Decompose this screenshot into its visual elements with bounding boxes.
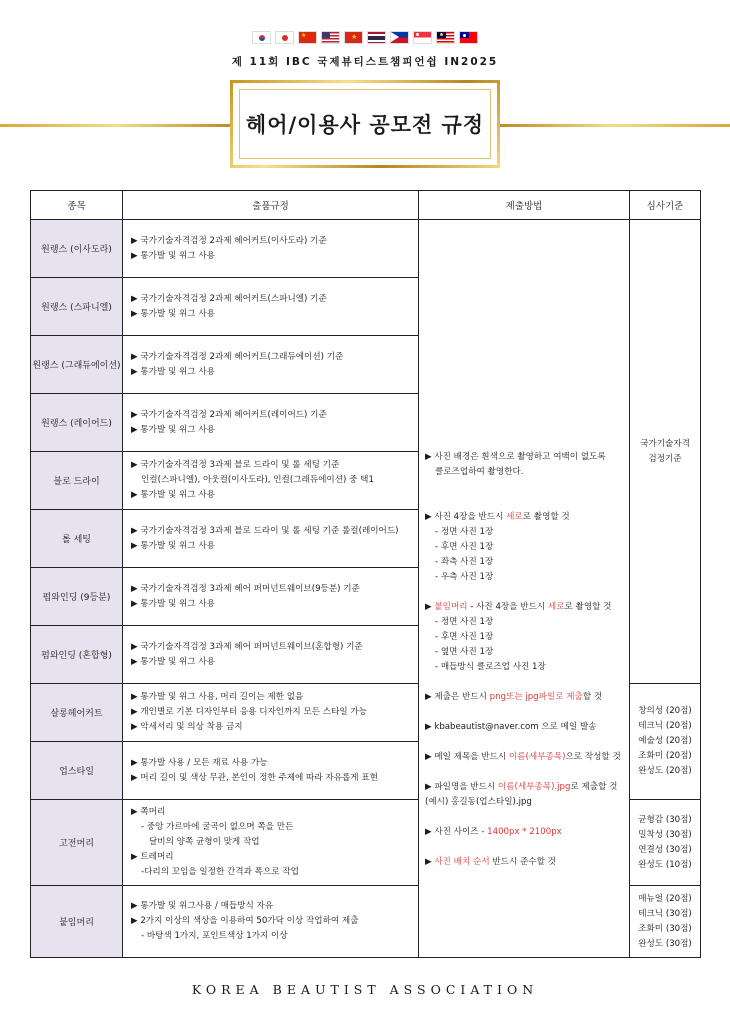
category-cell: 업스타일 xyxy=(31,742,123,800)
association-footer: KOREA BEAUTIST ASSOCIATION xyxy=(191,982,539,997)
usa-flag xyxy=(321,31,340,44)
korea-flag xyxy=(252,31,271,44)
table-header-row xyxy=(31,191,701,220)
category-cell: 블로 드라이 xyxy=(31,452,123,510)
header-category: 종목 xyxy=(31,191,123,220)
gold-line-right xyxy=(495,124,730,127)
title-frame xyxy=(230,80,500,168)
category-cell: 붙임머리 xyxy=(31,886,123,958)
judging-cell-classic: 균형감 (30점) 밀착성 (30점) 연결성 (30점) 완성도 (10점) xyxy=(630,800,701,886)
gold-line-left xyxy=(0,124,235,127)
malaysia-flag xyxy=(436,31,455,44)
flag-row xyxy=(0,31,730,44)
rules-cell: ▶ 국가기술자격검정 3과제 헤어 퍼머넌트웨이브(혼합형) 기준 ▶ 통가발 및 위그 사용 xyxy=(123,626,419,684)
rules-cell: ▶ 국가기술자격검정 2과제 헤어커트(레이어드) 기준 ▶ 통가발 및 위그 사용 xyxy=(123,394,419,452)
table-row xyxy=(31,220,701,278)
rules-cell: ▶ 국가기술자격검정 3과제 블로 드라이 및 롤 세팅 기준 롤컬(레이어드) ▶ 통가발 및 위그 사용 xyxy=(123,510,419,568)
rules-cell: ▶ 국가기술자격검정 2과제 헤어커트(스파니엘) 기준 ▶ 통가발 및 위그 사용 xyxy=(123,278,419,336)
method-cell: ▶ 사진 배경은 흰색으로 촬영하고 여백이 없도록 클로즈업하여 촬영한다. ▶ 사진 4장을 반드시 세로로 촬영할 것 - 정면 사진 1장 - 후면 사진 1장 - 좌측 사진 1장 - 우측 사진 1장 ▶ 붙임머리 - 사진 4장을 반드시 세로로 촬영할 것 - 정면 사진 1장 - 후면 사진 1장 - 옆면 사진 1장 - 매듭방식 클로즈업 사진 1장 ▶ 제출은 반드시 png또는 jpg파일로 제출할 것 ▶ kbabeautist@naver.com 으로 메일 발송 ▶ 메일 제목을 반드시 이름(세부종목)으로 작성할 것 ▶ 파일명을 반드시 이름(세부종목).jpg로 제출할 것 (예시) 홍길동(업스타일).jpg ▶ 사진 사이즈 - 1400px * 2100px ▶ 사진 배치 순서 반드시 준수할 것 xyxy=(419,220,630,958)
rules-cell: ▶ 통가발 및 위그 사용, 머리 길이는 제한 없음 ▶ 개인별로 기본 디자인부터 응용 디자인까지 모든 스타일 가능 ▶ 악세서리 및 의상 착용 금지 xyxy=(123,684,419,742)
rules-cell: ▶ 국가기술자격검정 3과제 헤어 퍼머넌트웨이브(9등분) 기준 ▶ 통가발 및 위그 사용 xyxy=(123,568,419,626)
header-rules: 출품규정 xyxy=(123,191,419,220)
rules-cell: ▶ 국가기술자격검정 2과제 헤어커트(이사도라) 기준 ▶ 통가발 및 위그 사용 xyxy=(123,220,419,278)
category-cell: 원랭스 (이사도라) xyxy=(31,220,123,278)
event-subtitle: 제 11회 IBC 국제뷰티스트챔피언쉽 IN2025 xyxy=(231,56,499,68)
rules-table xyxy=(30,190,701,958)
rules-cell: ▶ 국가기술자격검정 2과제 헤어커트(그래듀에이션) 기준 ▶ 통가발 및 위그 사용 xyxy=(123,336,419,394)
judging-cell-extension: 매뉴얼 (20점) 테크닉 (30점) 조화미 (30점) 완성도 (30점) xyxy=(630,886,701,958)
taiwan-flag xyxy=(459,31,478,44)
title-banner xyxy=(0,80,730,170)
category-cell: 고전머리 xyxy=(31,800,123,886)
category-cell: 원랭스 (스파니엘) xyxy=(31,278,123,336)
category-cell: 원랭스 (그래듀에이션) xyxy=(31,336,123,394)
thailand-flag xyxy=(367,31,386,44)
category-cell: 롤 세팅 xyxy=(31,510,123,568)
rules-cell: ▶ 통가발 사용 / 모든 재료 사용 가능 ▶ 머리 길이 및 색상 무관, 본인이 정한 주제에 따라 자유롭게 표현 xyxy=(123,742,419,800)
singapore-flag xyxy=(413,31,432,44)
category-cell: 펌와인딩 (9등분) xyxy=(31,568,123,626)
rules-cell: ▶ 국가기술자격검정 3과제 블로 드라이 및 롤 세팅 기준 인컬(스파니엘), 아웃컬(이사도라), 인컬(그래듀에이션) 중 택1 ▶ 통가발 및 위그 사용 xyxy=(123,452,419,510)
judging-cell-national: 국가기술자격 검정기준 xyxy=(630,220,701,684)
category-cell: 살롱헤어커트 xyxy=(31,684,123,742)
category-cell: 펌와인딩 (혼합형) xyxy=(31,626,123,684)
header-method: 제출방법 xyxy=(419,191,630,220)
china-flag: ★ xyxy=(298,31,317,44)
rules-cell: ▶ 쪽머리 - 중앙 가르마에 굴곡이 없으며 쪽을 만든 달비의 양쪽 균형이 맞게 작업 ▶ 트레머리 -다리의 꼬임을 일정한 간격과 폭으로 작업 xyxy=(123,800,419,886)
page-title: 헤어/이용사 공모전 규정 xyxy=(245,113,485,137)
vietnam-flag: ★ xyxy=(344,31,363,44)
category-cell: 원랭스 (레이어드) xyxy=(31,394,123,452)
rules-cell: ▶ 통가발 및 위그사용 / 매듭방식 자유 ▶ 2가지 이상의 색상을 이용하여 50가닥 이상 작업하여 제출 - 바탕색 1가지, 포인트색상 1가지 이상 xyxy=(123,886,419,958)
japan-flag xyxy=(275,31,294,44)
philippines-flag xyxy=(390,31,409,44)
judging-cell-salon: 창의성 (20점) 테크닉 (20점) 예술성 (20점) 조화미 (20점) 완성도 (20점) xyxy=(630,684,701,800)
header-judging: 심사기준 xyxy=(630,191,701,220)
